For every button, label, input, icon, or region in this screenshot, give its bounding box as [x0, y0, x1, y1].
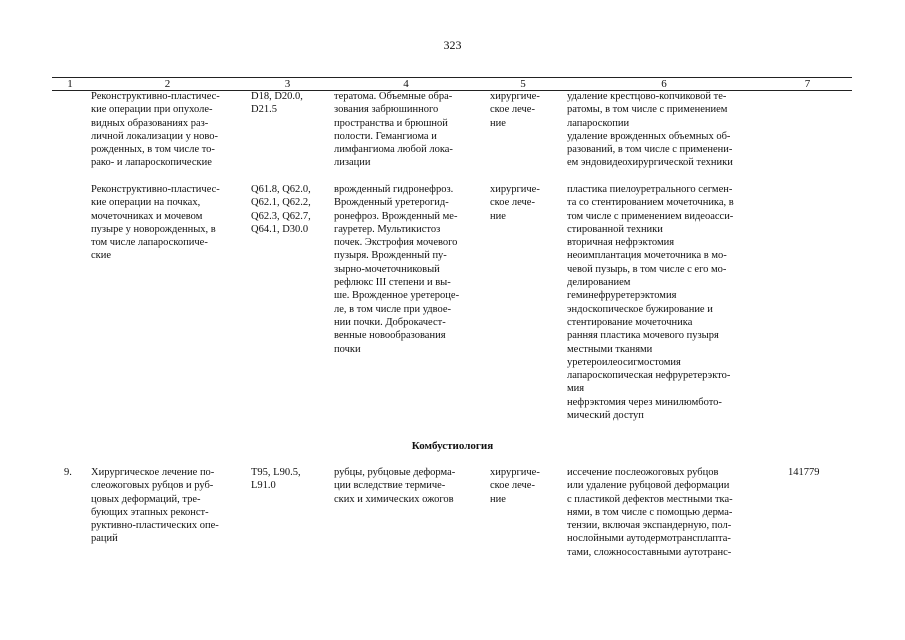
- text-line: хирургиче-: [490, 91, 540, 102]
- text-line: рако- и лапароскопические: [91, 157, 212, 169]
- text-line: Q64.1, D30.0: [251, 223, 309, 235]
- text-line: ние: [490, 493, 506, 505]
- text-line: геминефруретерэктомия: [567, 290, 677, 302]
- text-line: врожденный гидронефроз.: [334, 184, 454, 195]
- text-line: хирургиче-: [490, 467, 540, 478]
- text-line: D18, D20.0,: [251, 91, 303, 102]
- text-line: пластика пиелоуретрального сегмен-: [567, 184, 733, 195]
- text-line: уретероилеосигмостомия: [567, 356, 681, 368]
- text-line: нии почки. Доброкачест-: [334, 316, 446, 328]
- text-line: рефлюкс III степени и вы-: [334, 277, 451, 289]
- text-line: T95, L90.5,: [251, 467, 301, 478]
- text-line: мия: [567, 383, 585, 395]
- text-line: ских и химических ожогов: [334, 493, 454, 505]
- text-line: тензии, включая экспандерную, пол-: [567, 520, 732, 532]
- text-line: зырно-мочеточниковый: [334, 263, 440, 275]
- text-line: слеожоговых рубцов и руб-: [91, 480, 214, 492]
- text-line: чевой пузырь, в том числе с его мо-: [567, 263, 727, 275]
- text-line: ранняя пластика мочевого пузыря: [567, 330, 719, 342]
- text-line: местными тканями: [567, 343, 653, 355]
- row-9-cost: 141779: [788, 467, 820, 478]
- text-line: лапароскопическая нефруретерэкто-: [567, 370, 731, 382]
- text-line: тератома. Объемные обра-: [334, 91, 453, 102]
- row-a-method: [567, 90, 733, 170]
- text-line: ше. Врожденное уретероце-: [334, 290, 460, 302]
- text-line: ронефроз. Врожденный ме-: [334, 210, 458, 222]
- text-line: кие операции при опухоле-: [91, 104, 213, 116]
- text-line: ние: [490, 117, 506, 129]
- text-line: том числе лапароскопиче-: [91, 237, 208, 249]
- row-a-treatment: [490, 90, 540, 130]
- text-line: ское лече-: [490, 197, 535, 209]
- text-line: иссечение послеожоговых рубцов: [567, 467, 719, 478]
- header-col-4: 4: [403, 78, 409, 90]
- text-line: Q61.8, Q62.0,: [251, 184, 311, 195]
- text-line: гауретер. Мультикистоз: [334, 223, 441, 235]
- text-line: зования забрюшинного: [334, 104, 439, 116]
- text-line: том числе с применением видеоасси-: [567, 210, 734, 222]
- text-line: с пластикой дефектов местными тка-: [567, 493, 733, 505]
- header-col-2: 2: [164, 78, 171, 90]
- text-line: пузыре у новорожденных, в: [91, 223, 216, 235]
- text-line: мический доступ: [567, 410, 644, 422]
- text-line: цовых деформаций, тре-: [91, 493, 201, 505]
- header-col-7: 7: [804, 78, 811, 90]
- text-line: бующих этапных реконст-: [91, 506, 209, 518]
- text-line: венные новообразования: [334, 330, 446, 342]
- text-line: L91.0: [251, 480, 276, 492]
- text-line: рожденных, в том числе то-: [91, 144, 215, 156]
- row-a-name: [91, 90, 220, 170]
- text-line: Q62.1, Q62.2,: [251, 197, 311, 209]
- header-col-1: 1: [67, 78, 73, 90]
- row-9-treatment: [490, 466, 540, 506]
- row-9-name: [91, 466, 219, 546]
- row-b-name: [91, 183, 220, 263]
- text-line: тами, сложносоставными аутотранс-: [567, 546, 732, 558]
- text-line: Реконструктивно-пластичес-: [91, 184, 220, 195]
- text-line: ратомы, в том числе с применением: [567, 104, 728, 116]
- row-b-method: [567, 183, 734, 422]
- text-line: почки: [334, 343, 361, 355]
- text-line: ем эндовидеохирургической техники: [567, 157, 733, 169]
- text-line: нослойными аутодермотрансплапта-: [567, 533, 731, 545]
- row-a-codes: [251, 90, 303, 117]
- row-9-model: [334, 466, 455, 506]
- text-line: делированием: [567, 277, 631, 289]
- row-b-treatment: [490, 183, 540, 223]
- row-9-codes: [251, 466, 301, 493]
- row-9-method: [567, 466, 733, 559]
- text-line: стированной техники: [567, 223, 663, 235]
- text-line: ции вследствие термиче-: [334, 480, 446, 492]
- row-9-number: 9.: [64, 467, 72, 478]
- text-line: хирургиче-: [490, 184, 540, 195]
- header-col-6: 6: [661, 78, 667, 90]
- text-line: ское лече-: [490, 104, 535, 116]
- text-line: эндоскопическое бужирование и: [567, 303, 713, 315]
- text-line: почек. Экстрофия мочевого: [334, 237, 458, 249]
- text-line: лизации: [334, 157, 371, 169]
- text-line: раций: [91, 533, 118, 545]
- text-line: пузыря. Врожденный пу-: [334, 250, 447, 262]
- text-line: Врожденный уретерогид-: [334, 197, 449, 209]
- text-line: ле, в том числе при удвое-: [334, 303, 452, 315]
- text-line: удаление крестцово-копчиковой те-: [567, 91, 727, 102]
- row-a-model: [334, 90, 453, 170]
- text-line: D21.5: [251, 104, 277, 116]
- text-line: стентирование мочеточника: [567, 316, 693, 328]
- text-line: разований, в том числе с применени-: [567, 144, 733, 156]
- text-line: рубцы, рубцовые деформа-: [334, 467, 456, 478]
- text-line: та со стентированием мочеточника, в: [567, 197, 734, 209]
- row-b-codes: [251, 183, 311, 236]
- text-line: вторичная нефрэктомия: [567, 237, 675, 249]
- text-line: удаление врожденных объемных об-: [567, 130, 731, 142]
- text-line: личной локализации у ново-: [91, 130, 218, 142]
- text-line: ские: [91, 250, 112, 262]
- text-line: руктивно-пластических опе-: [91, 520, 219, 532]
- text-line: Реконструктивно-пластичес-: [91, 91, 220, 102]
- header-col-3: 3: [284, 78, 291, 90]
- text-line: нефрэктомия через минилюмбото-: [567, 396, 722, 408]
- text-line: лапароскопии: [567, 117, 630, 129]
- text-line: Хирургическое лечение по-: [91, 467, 215, 478]
- text-line: лимфангиома любой лока-: [334, 144, 453, 156]
- text-line: видных образованиях раз-: [91, 117, 209, 129]
- page-number: 323: [443, 38, 462, 52]
- text-line: ское лече-: [490, 480, 535, 492]
- text-line: кие операции на почках,: [91, 197, 201, 209]
- text-line: неоимплантация мочеточника в мо-: [567, 250, 727, 262]
- header-col-5: 5: [520, 78, 526, 90]
- text-line: пространства и брюшной: [334, 117, 448, 129]
- text-line: мочеточниках и мочевом: [91, 210, 203, 222]
- text-line: Q62.3, Q62.7,: [251, 210, 311, 222]
- row-b-model: [334, 183, 459, 356]
- text-line: или удаление рубцовой деформации: [567, 480, 730, 492]
- text-line: ние: [490, 210, 506, 222]
- text-line: полости. Гемангиома и: [334, 130, 437, 142]
- text-line: нями, в том числе с помощью дерма-: [567, 506, 733, 518]
- section-title: Комбустиология: [411, 440, 494, 452]
